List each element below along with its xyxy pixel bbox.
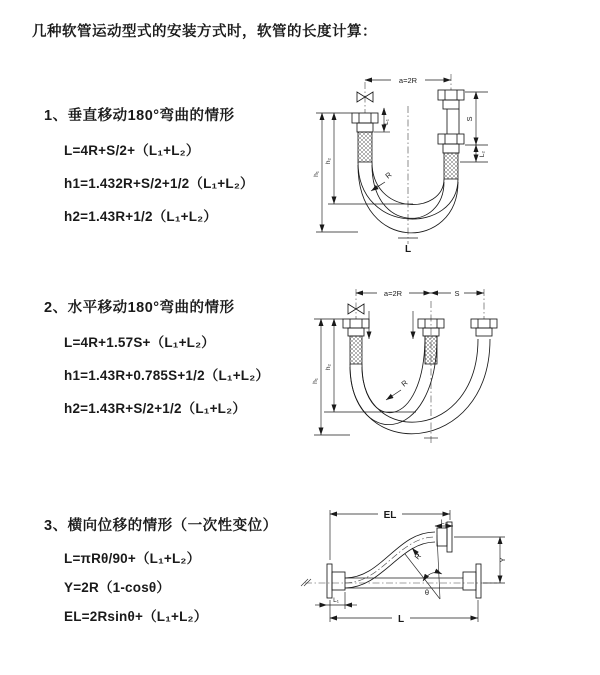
dim-label-l1: L₁ [333,597,339,604]
diagram-lateral-displacement [297,502,597,647]
formula-line: h1=1.43R+0.785S+1/2（L₁+L₂） [64,368,270,383]
radius-line [405,554,440,599]
page-title: 几种软管运动型式的安装方式时，软管的长度计算： [32,24,377,40]
formula-line: L=πRθ/90+（L₁+L₂） [64,551,201,566]
radius-line [437,535,440,599]
dim-label-h1: h₁ [312,378,319,384]
dim-label-l2: L₂ [479,150,486,158]
radius-arrow [386,390,401,400]
dim-label-theta: θ [424,588,430,597]
dim-label-h2: h₂ [325,157,332,165]
hose-u-bend [350,336,490,434]
section-lateral-displacement [44,514,278,631]
left-fitting [352,113,378,162]
dim-label-a2r: a=2R [398,76,418,85]
dim-label-h2: h₂ [325,363,332,371]
right-fitting [438,90,464,179]
formula-line: h1=1.432R+S/2+1/2（L₁+L₂） [64,176,254,191]
left-flange [327,564,345,598]
diagram-horizontal-180-bend [306,283,596,463]
dim-label-r: R [399,378,410,389]
section-horizontal-movement [44,296,269,425]
section-1-heading: 1、垂直移动180°弯曲的情形 [44,108,235,124]
top-right-flange [437,522,452,552]
section-2-formulas [64,326,269,425]
formula-line: Y=2R（1-cosθ） [64,580,171,595]
formula-line: L=4R+S/2+（L₁+L₂） [64,143,200,158]
dim-label-l1: L₁ [383,119,390,125]
section-vertical-movement [44,104,254,233]
dim-label-r: R [383,170,394,181]
section-3-formulas [64,544,278,631]
formula-line: L=4R+1.57S+（L₁+L₂） [64,335,215,350]
dim-label-el: EL [383,510,397,521]
dim-label-s: S [454,289,460,298]
right-flange [463,564,481,598]
right-fitting [471,319,497,336]
radius-arrow [371,182,385,191]
formula-line: h2=1.43R+S/2+1/2（L₁+L₂） [64,401,247,416]
displaced-hose [345,532,435,588]
dim-label-l: L [404,244,412,255]
dim-label-s: S [465,116,474,122]
diagram-vertical-180-bend [308,66,593,256]
dim-label-l2: L₂ [440,519,448,526]
break-mark [301,579,311,586]
section-2-heading: 2、水平移动180°弯曲的情形 [44,300,235,316]
left-fitting [343,319,369,364]
section-3-heading: 3、横向位移的情形（一次性变位） [44,518,278,534]
dim-label-h1: h₁ [313,171,320,177]
dim-label-r: R [412,551,424,562]
dim-label-y: Y [498,557,507,563]
middle-fitting [418,319,444,364]
formula-line: EL=2Rsinθ+（L₁+L₂） [64,609,208,624]
section-1-formulas [64,134,254,233]
dim-label-a2r: a=2R [383,289,403,298]
dim-label-l: L [397,614,405,625]
formula-line: h2=1.43R+1/2（L₁+L₂） [64,209,218,224]
